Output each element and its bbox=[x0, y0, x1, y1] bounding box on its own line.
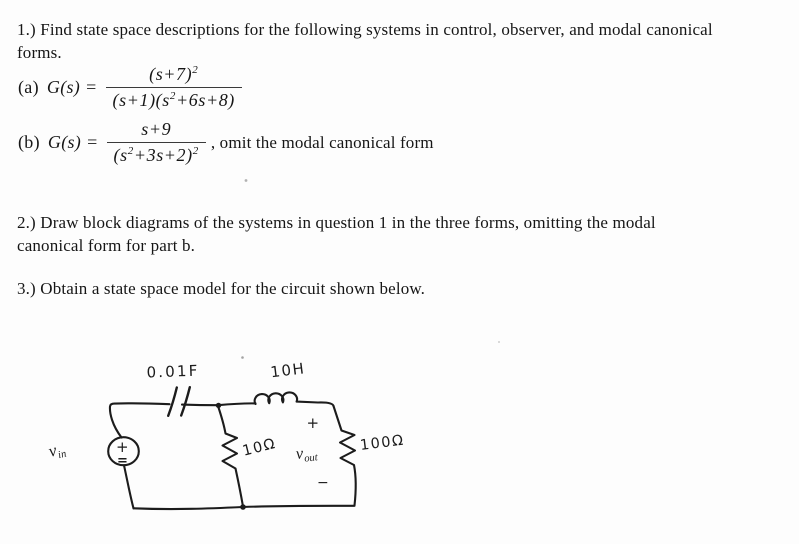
formula-b-function: G(s) bbox=[47, 132, 82, 152]
denominator-outer-exponent: 2 bbox=[192, 145, 199, 157]
source-plus-sign: + bbox=[116, 438, 129, 456]
capacitor-label: 0.01F bbox=[146, 361, 200, 382]
problem-1-line1: 1.) Find state space descriptions for the following systems in control, observer, and modal canonical bbox=[17, 20, 713, 39]
load-resistor-label: 100Ω bbox=[359, 432, 406, 454]
shunt-resistor-icon bbox=[218, 406, 243, 507]
scan-speck bbox=[245, 179, 248, 182]
denominator-part1: (s bbox=[113, 145, 128, 165]
vout-label: $v_{out}$ bbox=[294, 443, 319, 465]
wire-top-left bbox=[110, 403, 170, 437]
junction-dot-top bbox=[216, 403, 221, 408]
formula-b-numerator: s+9 bbox=[141, 119, 172, 139]
problem-3-line1: 3.) Obtain a state space model for the circuit shown below. bbox=[17, 279, 426, 298]
problem-2-line2: canonical form for part b. bbox=[17, 235, 196, 255]
vout-minus-sign: − bbox=[317, 475, 329, 491]
wire-source-bottom bbox=[124, 465, 134, 508]
denominator-part1: (s+1)(s bbox=[112, 90, 170, 110]
inductor-icon bbox=[255, 392, 334, 406]
shunt-resistor-label: 10Ω bbox=[241, 435, 278, 460]
equals-sign: = bbox=[86, 77, 97, 97]
denominator-part2: +6s+8) bbox=[176, 90, 235, 110]
formula-a-function: G(s) bbox=[46, 77, 81, 97]
problem-1-line2: forms. bbox=[17, 42, 62, 62]
source-minus-sign: = bbox=[117, 453, 128, 469]
denominator-exponent: 2 bbox=[169, 90, 176, 102]
denominator-part2: +3s+2) bbox=[133, 145, 193, 165]
load-resistor-icon bbox=[334, 406, 356, 506]
numerator-base: (s+7) bbox=[149, 64, 193, 84]
formula-a-label: (a) bbox=[18, 77, 39, 97]
scan-speck bbox=[241, 356, 244, 359]
problem-2-line1: 2.) Draw block diagrams of the systems in question 1 in the three forms, omitting the modal bbox=[17, 213, 656, 232]
formula-b-label: (b) bbox=[18, 132, 40, 152]
inductor-label: 10H bbox=[269, 359, 307, 382]
capacitor-icon bbox=[168, 387, 190, 416]
equals-sign: = bbox=[87, 132, 98, 152]
vin-label: $v_{in}$ bbox=[46, 440, 68, 462]
junction-dot-bottom bbox=[240, 504, 246, 510]
formula-b-note: , omit the modal canonical form bbox=[210, 132, 434, 152]
scan-speck bbox=[498, 341, 500, 343]
numerator-exponent: 2 bbox=[192, 64, 199, 76]
denominator-inner-exponent: 2 bbox=[127, 145, 134, 157]
vout-plus-sign: + bbox=[306, 414, 320, 432]
